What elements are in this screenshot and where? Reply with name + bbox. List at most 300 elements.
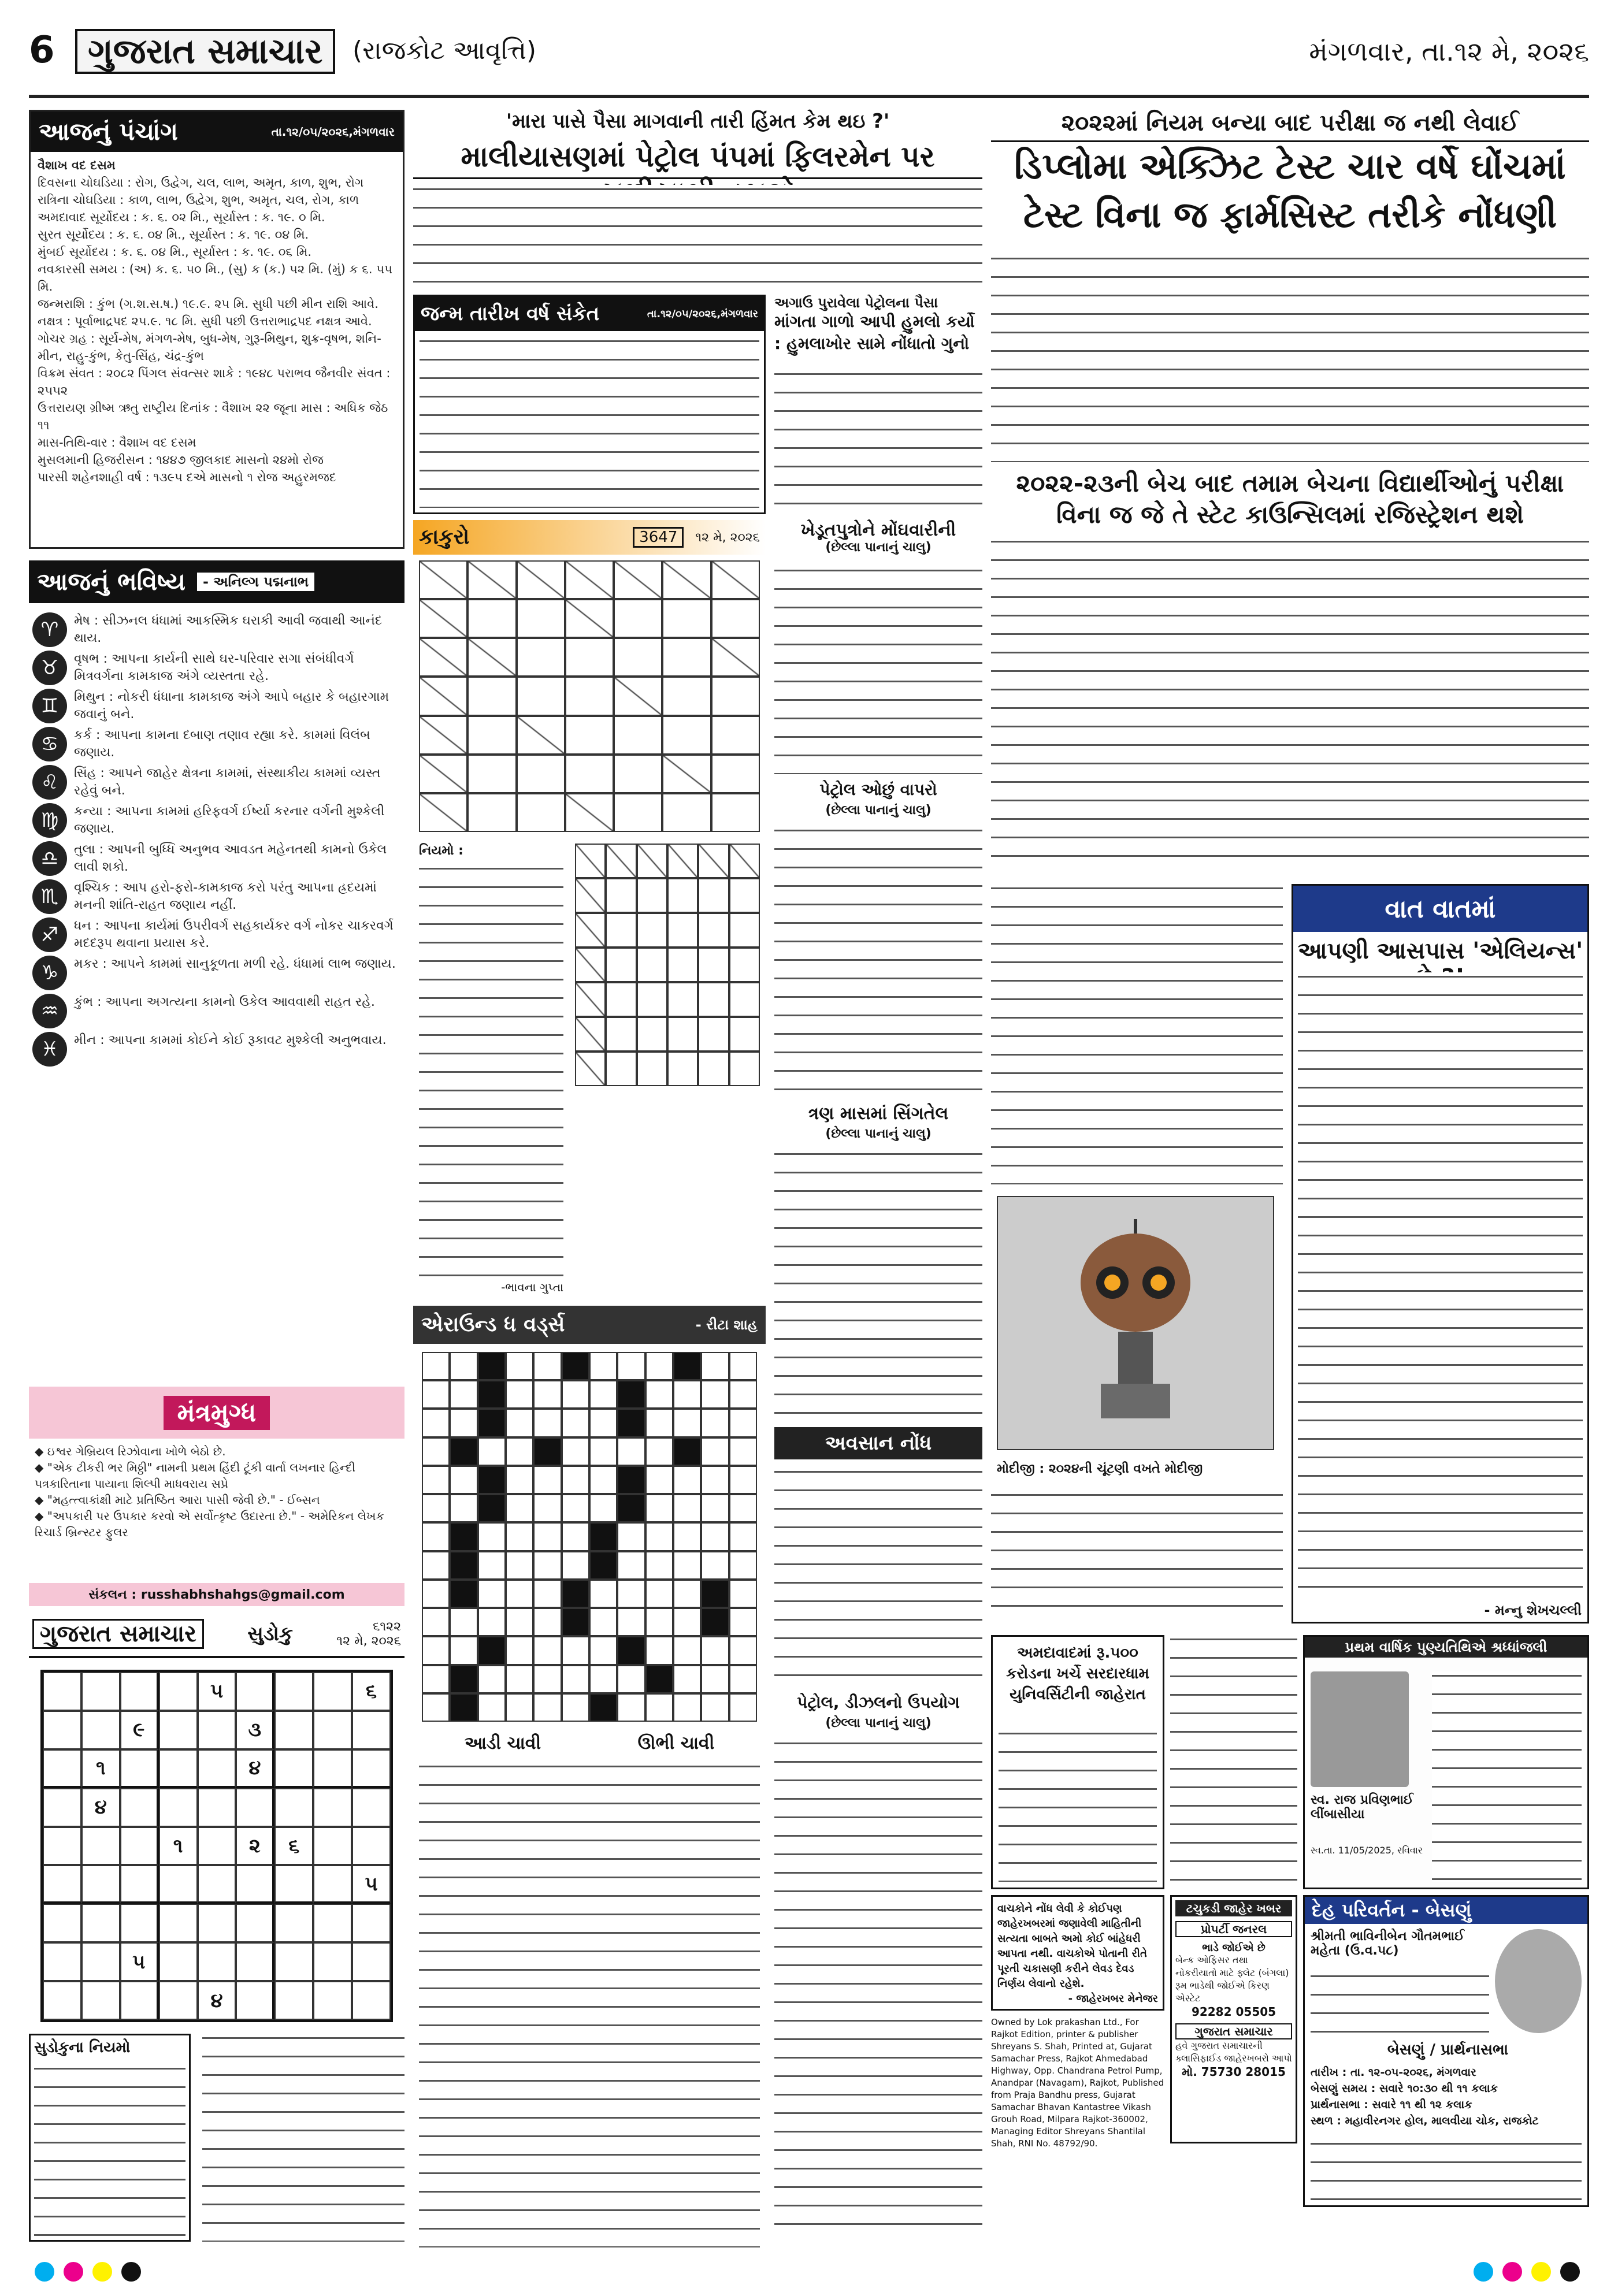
- crossword-cell[interactable]: [645, 1580, 673, 1608]
- crossword-cell[interactable]: [701, 1466, 729, 1494]
- sudoku-cell[interactable]: ૪: [81, 1788, 120, 1827]
- crossword-cell[interactable]: [533, 1693, 561, 1722]
- sudoku-cell[interactable]: [313, 1711, 352, 1749]
- crossword-cell[interactable]: [533, 1352, 561, 1380]
- crossword-cell[interactable]: [450, 1636, 477, 1665]
- crossword-cell[interactable]: [533, 1437, 561, 1466]
- crossword-cell[interactable]: [422, 1466, 450, 1494]
- sudoku-cell[interactable]: [120, 1749, 159, 1788]
- sudoku-cell[interactable]: [81, 1981, 120, 2020]
- sudoku-cell[interactable]: [236, 1981, 274, 2020]
- kakuro-cell[interactable]: [662, 716, 711, 755]
- kakuro-cell[interactable]: [419, 755, 467, 793]
- kakuro-cell[interactable]: [419, 677, 467, 715]
- crossword-cell[interactable]: [589, 1693, 617, 1722]
- crossword-cell[interactable]: [450, 1665, 477, 1693]
- kakuro-cell[interactable]: [711, 599, 760, 638]
- crossword-cell[interactable]: [506, 1693, 533, 1722]
- crossword-cell[interactable]: [729, 1409, 757, 1437]
- kakuro-cell[interactable]: [614, 560, 662, 599]
- sudoku-cell[interactable]: [159, 1749, 198, 1788]
- crossword-cell[interactable]: [617, 1580, 645, 1608]
- crossword-cell[interactable]: [562, 1466, 589, 1494]
- sudoku-cell[interactable]: [43, 1904, 81, 1942]
- sudoku-cell[interactable]: [159, 1981, 198, 2020]
- crossword-cell[interactable]: [562, 1409, 589, 1437]
- crossword-cell[interactable]: [422, 1608, 450, 1636]
- sudoku-cell[interactable]: [352, 1904, 391, 1942]
- crossword-cell[interactable]: [729, 1522, 757, 1551]
- sudoku-cell[interactable]: [198, 1788, 236, 1827]
- crossword-cell[interactable]: [506, 1522, 533, 1551]
- crossword-cell[interactable]: [673, 1409, 701, 1437]
- crossword-cell[interactable]: [506, 1409, 533, 1437]
- sudoku-cell[interactable]: [236, 1865, 274, 1904]
- sudoku-cell[interactable]: [313, 1749, 352, 1788]
- kakuro-cell[interactable]: [517, 793, 565, 832]
- crossword-cell[interactable]: [422, 1494, 450, 1522]
- crossword-cell[interactable]: [506, 1380, 533, 1409]
- kakuro-cell[interactable]: [711, 677, 760, 715]
- kakuro-solution-cell: [698, 982, 729, 1017]
- crossword-cell[interactable]: [562, 1665, 589, 1693]
- sudoku-cell[interactable]: [313, 1788, 352, 1827]
- crossword-cell[interactable]: [506, 1437, 533, 1466]
- crossword-cell[interactable]: [589, 1608, 617, 1636]
- crossword-cell[interactable]: [673, 1551, 701, 1580]
- sudoku-cell[interactable]: [43, 1942, 81, 1981]
- crossword-cell[interactable]: [589, 1665, 617, 1693]
- crossword-cell[interactable]: [589, 1551, 617, 1580]
- kakuro-cell[interactable]: [419, 560, 467, 599]
- crossword-cell[interactable]: [701, 1437, 729, 1466]
- sudoku-cell[interactable]: [313, 1672, 352, 1711]
- kakuro-cell[interactable]: [467, 599, 516, 638]
- crossword-cell[interactable]: [701, 1409, 729, 1437]
- crossword-cell[interactable]: [701, 1522, 729, 1551]
- crossword-cell[interactable]: [422, 1409, 450, 1437]
- crossword-cell[interactable]: [478, 1466, 506, 1494]
- sudoku-cell[interactable]: ૯: [120, 1711, 159, 1749]
- crossword-cell[interactable]: [617, 1494, 645, 1522]
- sudoku-cell[interactable]: [274, 1672, 313, 1711]
- sudoku-cell[interactable]: [274, 1981, 313, 2020]
- crossword-cell[interactable]: [478, 1437, 506, 1466]
- sudoku-cell[interactable]: [81, 1904, 120, 1942]
- crossword-cell[interactable]: [562, 1551, 589, 1580]
- crossword-cell[interactable]: [617, 1409, 645, 1437]
- crossword-cell[interactable]: [701, 1494, 729, 1522]
- sudoku-cell[interactable]: [352, 1827, 391, 1866]
- sudoku-cell[interactable]: [120, 1827, 159, 1866]
- crossword-cell[interactable]: [729, 1636, 757, 1665]
- kakuro-cell[interactable]: [467, 638, 516, 677]
- crossword-cell[interactable]: [645, 1522, 673, 1551]
- sudoku-cell[interactable]: [81, 1672, 120, 1711]
- sudoku-cell[interactable]: [159, 1942, 198, 1981]
- crossword-cell[interactable]: [533, 1494, 561, 1522]
- crossword-cell[interactable]: [729, 1380, 757, 1409]
- crossword-cell[interactable]: [617, 1380, 645, 1409]
- sudoku-cell[interactable]: [43, 1865, 81, 1904]
- kakuro-cell[interactable]: [662, 677, 711, 715]
- crossword-cell[interactable]: [450, 1522, 477, 1551]
- crossword-cell[interactable]: [589, 1522, 617, 1551]
- kakuro-cell[interactable]: [711, 755, 760, 793]
- kakuro-cell[interactable]: [662, 599, 711, 638]
- crossword-cell[interactable]: [450, 1352, 477, 1380]
- imprint: Owned by Lok prakashan Ltd., For Rajkot Edition, printer & publisher Shreyans S. Shah, Printed at, Gujarat Samachar Press, Rajkot Ahmedabad Highway, Opp. Chandrana Petrol Pump, Anandpar (Navagam), Rajkot, Published from Praja Bandhu press, Gujarat Samachar Bhavan Kantastree Vikash Grouh Road, Milpara Rajkot-360002, Managing Editor Shreyans Shantilal Shah, RNI No. 48792/90.: [991, 2017, 1164, 2149]
- crossword-cell[interactable]: [562, 1380, 589, 1409]
- sudoku-cell[interactable]: [313, 1981, 352, 2020]
- kakuro-cell[interactable]: [565, 560, 614, 599]
- kakuro-cell[interactable]: [467, 716, 516, 755]
- sudoku-cell[interactable]: [274, 1749, 313, 1788]
- crossword-cell[interactable]: [562, 1580, 589, 1608]
- sudoku-cell[interactable]: [159, 1672, 198, 1711]
- crossword-cell[interactable]: [533, 1636, 561, 1665]
- kakuro-cell[interactable]: [517, 599, 565, 638]
- sudoku-cell[interactable]: [352, 1749, 391, 1788]
- ahmedabad-body: [1170, 1635, 1297, 1889]
- crossword-cell[interactable]: [729, 1608, 757, 1636]
- sudoku-cell[interactable]: [313, 1942, 352, 1981]
- crossword-cell[interactable]: [617, 1437, 645, 1466]
- kakuro-cell[interactable]: [565, 793, 614, 832]
- crossword-cell[interactable]: [506, 1665, 533, 1693]
- crossword-cell[interactable]: [422, 1522, 450, 1551]
- crossword-cell[interactable]: [729, 1580, 757, 1608]
- sudoku-cell[interactable]: ૧: [159, 1827, 198, 1866]
- sudoku-cell[interactable]: ૩: [236, 1711, 274, 1749]
- sudoku-cell[interactable]: [274, 1865, 313, 1904]
- sudoku-cell[interactable]: [198, 1942, 236, 1981]
- crossword-cell[interactable]: [506, 1352, 533, 1380]
- crossword-cell[interactable]: [589, 1494, 617, 1522]
- crossword-cell[interactable]: [589, 1580, 617, 1608]
- crossword-cell[interactable]: [478, 1665, 506, 1693]
- sudoku-cell[interactable]: [43, 1672, 81, 1711]
- kakuro-cell[interactable]: [662, 560, 711, 599]
- crossword-cell[interactable]: [533, 1551, 561, 1580]
- crossword-cell[interactable]: [701, 1636, 729, 1665]
- sudoku-cell[interactable]: [120, 1981, 159, 2020]
- sudoku-cell[interactable]: [81, 1827, 120, 1866]
- crossword-cell[interactable]: [478, 1352, 506, 1380]
- crossword-cell[interactable]: [701, 1580, 729, 1608]
- sudoku-cell[interactable]: [81, 1865, 120, 1904]
- crossword-cell[interactable]: [617, 1636, 645, 1665]
- kakuro-cell[interactable]: [711, 638, 760, 677]
- kakuro-cell[interactable]: [517, 677, 565, 715]
- kakuro-cell[interactable]: [467, 755, 516, 793]
- crossword-cell[interactable]: [645, 1409, 673, 1437]
- crossword-cell[interactable]: [673, 1494, 701, 1522]
- crossword-cell[interactable]: [422, 1551, 450, 1580]
- crossword-cell[interactable]: [729, 1352, 757, 1380]
- sudoku-cell[interactable]: [81, 1711, 120, 1749]
- kakuro-cell[interactable]: [614, 638, 662, 677]
- crossword-cell[interactable]: [533, 1608, 561, 1636]
- crossword-cell[interactable]: [450, 1551, 477, 1580]
- crossword-cell[interactable]: [729, 1693, 757, 1722]
- sudoku-cell[interactable]: [120, 1865, 159, 1904]
- crossword-cell[interactable]: [506, 1636, 533, 1665]
- crossword-cell[interactable]: [589, 1636, 617, 1665]
- sudoku-cell[interactable]: [198, 1749, 236, 1788]
- kakuro-cell[interactable]: [419, 599, 467, 638]
- sudoku-cell[interactable]: [313, 1904, 352, 1942]
- zodiac-text: મીન : આપના કામમાં કોઈને કોઈ રૂકાવટ મુશ્કેલી અનુભવાય.: [74, 1033, 387, 1047]
- kakuro-cell[interactable]: [614, 755, 662, 793]
- sudoku-cell[interactable]: [159, 1788, 198, 1827]
- kakuro-cell[interactable]: [614, 716, 662, 755]
- crossword-cell[interactable]: [562, 1636, 589, 1665]
- kakuro-cell[interactable]: [565, 716, 614, 755]
- kakuro-title: કાકુરો: [419, 525, 470, 549]
- kakuro-cell[interactable]: [565, 599, 614, 638]
- kakuro-solution-cell: [637, 1052, 667, 1086]
- crossword-cell[interactable]: [617, 1352, 645, 1380]
- crossword-cell[interactable]: [506, 1580, 533, 1608]
- crossword-cell[interactable]: [701, 1693, 729, 1722]
- sudoku-cell[interactable]: [274, 1942, 313, 1981]
- kakuro-cell[interactable]: [711, 560, 760, 599]
- crossword-cell[interactable]: [422, 1380, 450, 1409]
- crossword-cell[interactable]: [701, 1665, 729, 1693]
- crossword-cell[interactable]: [645, 1665, 673, 1693]
- crossword-cell[interactable]: [589, 1437, 617, 1466]
- sudoku-cell[interactable]: [159, 1711, 198, 1749]
- crossword-cell[interactable]: [450, 1693, 477, 1722]
- kakuro-cell[interactable]: [711, 716, 760, 755]
- crossword-cell[interactable]: [450, 1466, 477, 1494]
- kakuro-cell[interactable]: [614, 677, 662, 715]
- crossword-cell[interactable]: [673, 1636, 701, 1665]
- sudoku-cell[interactable]: [352, 1711, 391, 1749]
- crossword-cell[interactable]: [729, 1551, 757, 1580]
- sudoku-cell[interactable]: ૫: [120, 1942, 159, 1981]
- crossword-cell[interactable]: [673, 1665, 701, 1693]
- sudoku-cell[interactable]: ૪: [198, 1981, 236, 2020]
- sudoku-cell[interactable]: [352, 1981, 391, 2020]
- crossword-cell[interactable]: [478, 1693, 506, 1722]
- headline-left-kicker: 'મારા પાસે પૈસા માગવાની તારી હિંમત કેમ થઇ ?': [506, 110, 890, 133]
- crossword-cell[interactable]: [617, 1522, 645, 1551]
- crossword-cell[interactable]: [729, 1665, 757, 1693]
- kakuro-cell[interactable]: [565, 677, 614, 715]
- crossword-cell[interactable]: [533, 1580, 561, 1608]
- kakuro-cell[interactable]: [662, 638, 711, 677]
- crossword-cell[interactable]: [422, 1693, 450, 1722]
- sudoku-cell[interactable]: ૬: [352, 1672, 391, 1711]
- sudoku-cell[interactable]: [274, 1904, 313, 1942]
- sudoku-cell[interactable]: [313, 1827, 352, 1866]
- kakuro-cell[interactable]: [662, 755, 711, 793]
- sudoku-cell[interactable]: [43, 1749, 81, 1788]
- kakuro-solution-cell: [606, 878, 636, 913]
- crossword-cell[interactable]: [673, 1437, 701, 1466]
- crossword-cell[interactable]: [701, 1380, 729, 1409]
- sudoku-cell[interactable]: [43, 1827, 81, 1866]
- zodiac-row: [32, 612, 401, 647]
- crossword-cell[interactable]: [450, 1494, 477, 1522]
- sudoku-cell[interactable]: [236, 1904, 274, 1942]
- sudoku-cell[interactable]: [313, 1865, 352, 1904]
- sudoku-cell[interactable]: [198, 1827, 236, 1866]
- crossword-cell[interactable]: [645, 1380, 673, 1409]
- kakuro-cell[interactable]: [517, 638, 565, 677]
- crossword-cell[interactable]: [673, 1580, 701, 1608]
- crossword-cell[interactable]: [673, 1466, 701, 1494]
- crossword-cell[interactable]: [478, 1551, 506, 1580]
- sudoku-cell[interactable]: [274, 1788, 313, 1827]
- crossword-cell[interactable]: [562, 1522, 589, 1551]
- crossword-cell[interactable]: [506, 1551, 533, 1580]
- crossword-cell[interactable]: [589, 1466, 617, 1494]
- crossword-cell[interactable]: [645, 1494, 673, 1522]
- crossword-cell[interactable]: [729, 1466, 757, 1494]
- crossword-cell[interactable]: [422, 1580, 450, 1608]
- sudoku-cell[interactable]: [120, 1904, 159, 1942]
- crossword-cell[interactable]: [645, 1437, 673, 1466]
- kakuro-cell[interactable]: [711, 793, 760, 832]
- crossword-cell[interactable]: [701, 1608, 729, 1636]
- kakuro-cell[interactable]: [565, 755, 614, 793]
- crossword-cell[interactable]: [478, 1380, 506, 1409]
- crossword-cell[interactable]: [589, 1409, 617, 1437]
- crossword-cell[interactable]: [533, 1522, 561, 1551]
- sudoku-cell[interactable]: [159, 1865, 198, 1904]
- crossword-cell[interactable]: [645, 1636, 673, 1665]
- sudoku-cell[interactable]: ૬: [274, 1827, 313, 1866]
- kakuro-cell[interactable]: [517, 716, 565, 755]
- crossword-cell[interactable]: [450, 1437, 477, 1466]
- crossword-cell[interactable]: [701, 1352, 729, 1380]
- kakuro-cell[interactable]: [517, 755, 565, 793]
- crossword-cell[interactable]: [645, 1693, 673, 1722]
- crossword-cell[interactable]: [617, 1665, 645, 1693]
- crossword-cell[interactable]: [478, 1522, 506, 1551]
- crossword-cell[interactable]: [506, 1494, 533, 1522]
- crossword-cell[interactable]: [478, 1636, 506, 1665]
- crossword-cell[interactable]: [729, 1494, 757, 1522]
- crossword-cell[interactable]: [645, 1466, 673, 1494]
- sudoku-cell[interactable]: [120, 1788, 159, 1827]
- sudoku-cell[interactable]: [43, 1788, 81, 1827]
- sudoku-cell[interactable]: [81, 1942, 120, 1981]
- besnu-name: શ્રીમતી ભાવિનીબેન ગૌતમભાઈ મહેતા (ઉ.વ.૫૮): [1311, 1929, 1465, 1958]
- crossword-cell[interactable]: [589, 1380, 617, 1409]
- reg-mark-magenta: [64, 2262, 83, 2282]
- sudoku-cell[interactable]: [352, 1788, 391, 1827]
- crossword-cell[interactable]: [617, 1551, 645, 1580]
- kakuro-cell[interactable]: [419, 793, 467, 832]
- sudoku-cell[interactable]: [236, 1788, 274, 1827]
- sudoku-cell[interactable]: ૫: [352, 1865, 391, 1904]
- sudoku-cell[interactable]: [352, 1942, 391, 1981]
- kakuro-cell[interactable]: [419, 638, 467, 677]
- crossword-cell[interactable]: [533, 1665, 561, 1693]
- kakuro-cell[interactable]: [565, 638, 614, 677]
- crossword-cell[interactable]: [673, 1380, 701, 1409]
- crossword-cell[interactable]: [506, 1466, 533, 1494]
- crossword-cell[interactable]: [422, 1636, 450, 1665]
- crossword-cell[interactable]: [422, 1437, 450, 1466]
- crossword-cell[interactable]: [450, 1608, 477, 1636]
- kakuro-cell[interactable]: [467, 560, 516, 599]
- crossword-cell[interactable]: [533, 1409, 561, 1437]
- crossword-cell[interactable]: [478, 1580, 506, 1608]
- sudoku-cell[interactable]: ૧: [81, 1749, 120, 1788]
- crossword-cell[interactable]: [673, 1693, 701, 1722]
- right-section: [991, 110, 1589, 2247]
- crossword-cell[interactable]: [478, 1494, 506, 1522]
- crossword-cell[interactable]: [645, 1608, 673, 1636]
- sudoku-cell[interactable]: [236, 1942, 274, 1981]
- crossword-cell[interactable]: [422, 1352, 450, 1380]
- crossword-cell[interactable]: [617, 1466, 645, 1494]
- crossword-cell[interactable]: [533, 1466, 561, 1494]
- crossword-cell[interactable]: [422, 1665, 450, 1693]
- kakuro-cell[interactable]: [467, 793, 516, 832]
- crossword-cell[interactable]: [617, 1608, 645, 1636]
- sudoku-cell[interactable]: [198, 1904, 236, 1942]
- crossword-cell[interactable]: [673, 1352, 701, 1380]
- sudoku-cell[interactable]: ૫: [198, 1672, 236, 1711]
- crossword-cell[interactable]: [562, 1608, 589, 1636]
- crossword-cell[interactable]: [450, 1580, 477, 1608]
- kakuro-cell[interactable]: [467, 677, 516, 715]
- zodiac-text: કન્યા : આપના કામમાં હરિફવર્ગ ઈર્ષ્યા કરનાર વર્ગની મુશ્કેલી જણાય.: [74, 804, 385, 836]
- sudoku-cell[interactable]: [159, 1904, 198, 1942]
- sudoku-cell[interactable]: ૪: [236, 1749, 274, 1788]
- sudoku-cell[interactable]: [198, 1711, 236, 1749]
- sudoku-cell[interactable]: [43, 1711, 81, 1749]
- crossword-cell[interactable]: [533, 1380, 561, 1409]
- crossword-cell[interactable]: [450, 1409, 477, 1437]
- kakuro-cell[interactable]: [419, 716, 467, 755]
- kakuro-cell[interactable]: [662, 793, 711, 832]
- kakuro-cell[interactable]: [614, 599, 662, 638]
- crossword-cell[interactable]: [562, 1437, 589, 1466]
- sudoku-cell[interactable]: [274, 1711, 313, 1749]
- crossword-cell[interactable]: [562, 1352, 589, 1380]
- crossword-cell[interactable]: [478, 1409, 506, 1437]
- crossword-cell[interactable]: [450, 1380, 477, 1409]
- kakuro-solution-cell: [729, 1052, 760, 1086]
- crossword-cell[interactable]: [673, 1608, 701, 1636]
- sudoku-cell[interactable]: [43, 1981, 81, 2020]
- kakuro-cell[interactable]: [517, 560, 565, 599]
- crossword-cell[interactable]: [562, 1693, 589, 1722]
- sudoku-cell[interactable]: [236, 1672, 274, 1711]
- sudoku-cell[interactable]: ૨: [236, 1827, 274, 1866]
- crossword-cell[interactable]: [701, 1551, 729, 1580]
- crossword-cell[interactable]: [589, 1352, 617, 1380]
- crossword-cell[interactable]: [645, 1551, 673, 1580]
- sudoku-cell[interactable]: [198, 1865, 236, 1904]
- crossword-cell[interactable]: [729, 1437, 757, 1466]
- kakuro-cell[interactable]: [614, 793, 662, 832]
- sudoku-cell[interactable]: [120, 1672, 159, 1711]
- crossword-cell[interactable]: [617, 1693, 645, 1722]
- crossword-cell[interactable]: [478, 1608, 506, 1636]
- crossword-cell[interactable]: [673, 1522, 701, 1551]
- crossword-cell[interactable]: [645, 1352, 673, 1380]
- crossword-cell[interactable]: [562, 1494, 589, 1522]
- crossword-cell[interactable]: [506, 1608, 533, 1636]
